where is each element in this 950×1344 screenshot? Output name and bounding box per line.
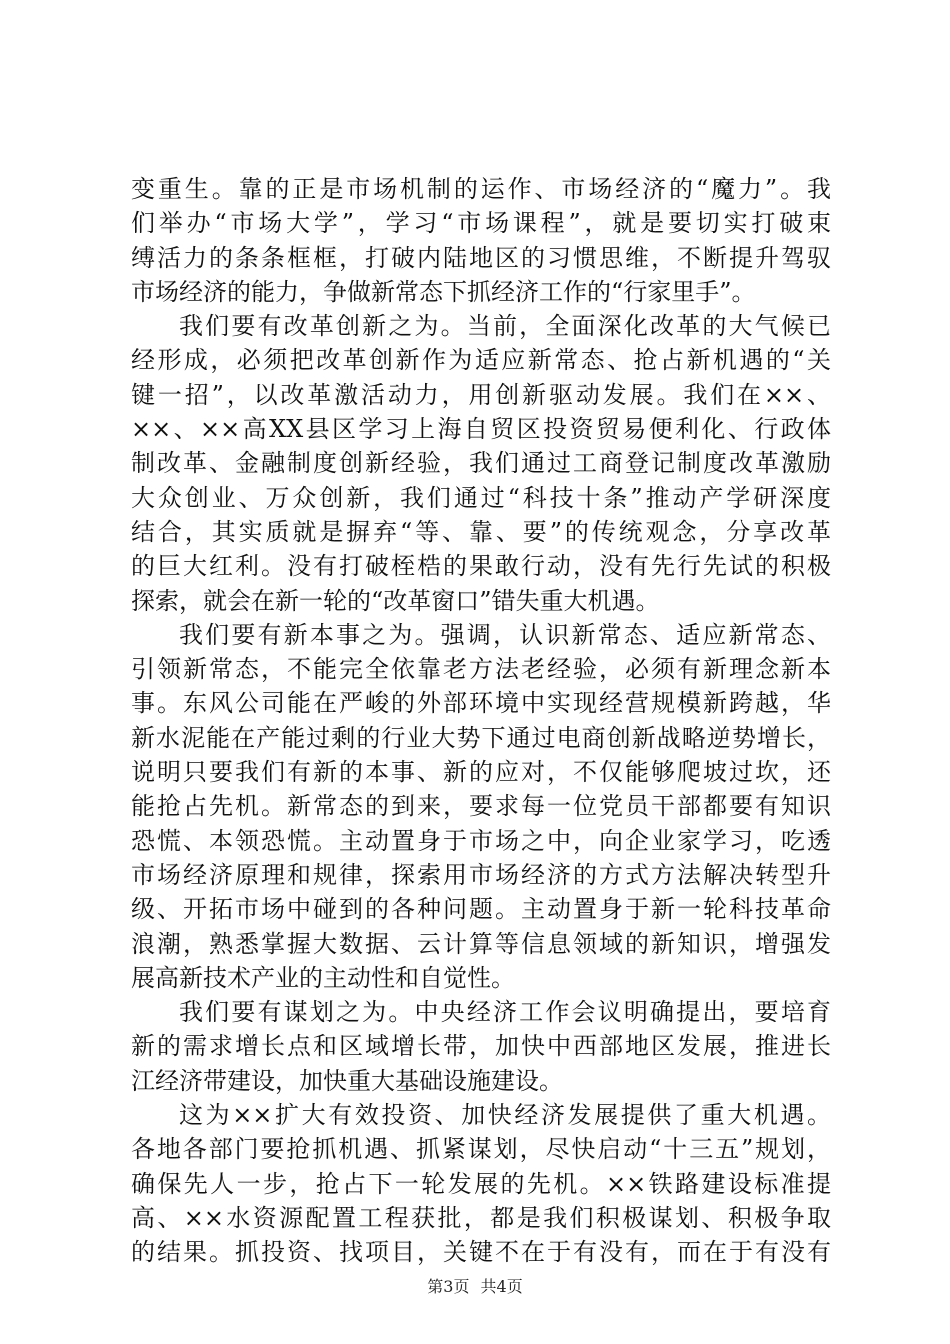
page-total: 共4页 <box>480 1277 523 1296</box>
paragraph <box>131 618 831 995</box>
text-line: 江经济带建设，加快重大基础设施建设。 <box>131 1066 563 1095</box>
text-line: 引领新常态，不能完全依靠老方法老经验，必须有新理念新本 <box>131 655 831 684</box>
paragraph <box>131 309 831 618</box>
text-line: 大众创业、万众创新，我们通过“科技十条”推动产学研深度 <box>131 483 831 512</box>
text-line: 制改革、金融制度创新经验，我们通过工商登记制度改革激励 <box>131 449 831 478</box>
text-line: 缚活力的条条框框，打破内陆地区的习惯思维，不断提升驾驭 <box>131 243 831 272</box>
text-line: 市场经济的能力，争做新常态下抓经济工作的“行家里手”。 <box>131 277 756 306</box>
text-line: 恐慌、本领恐慌。主动置身于市场之中，向企业家学习，吃透 <box>131 826 831 855</box>
text-line: 探索，就会在新一轮的“改革窗口”错失重大机遇。 <box>131 586 660 615</box>
text-line: 的结果。抓投资、找项目，关键不在于有没有，而在于有没有 <box>131 1238 831 1267</box>
paragraph <box>131 1098 831 1269</box>
text-line: 能抢占先机。新常态的到来，要求每一位党员干部都要有知识 <box>131 792 831 821</box>
text-line: 键一招”，以改革激活动力，用创新驱动发展。我们在××、 <box>131 380 831 409</box>
page-number: 第3页 <box>427 1277 470 1296</box>
text-line: 经形成，必须把改革创新作为适应新常态、抢占新机遇的“关 <box>131 346 831 375</box>
text-line: 各地各部门要抢抓机遇、抓紧谋划，尽快启动“十三五”规划， <box>131 1135 831 1164</box>
text-line: 变重生。靠的正是市场机制的运作、市场经济的“魔力”。我 <box>131 175 831 203</box>
text-line: 市场经济原理和规律，探索用市场经济的方式方法解决转型升 <box>131 860 831 889</box>
text-line: 新水泥能在产能过剩的行业大势下通过电商创新战略逆势增长， <box>131 723 831 752</box>
text-line: 事。东风公司能在严峻的外部环境中实现经营规模新跨越，华 <box>131 689 831 718</box>
text-line: 这为××扩大有效投资、加快经济发展提供了重大机遇。 <box>179 1101 831 1130</box>
text-line: 的巨大红利。没有打破桎梏的果敢行动，没有先行先试的积极 <box>131 552 831 581</box>
text-line: 展高新技术产业的主动性和自觉性。 <box>131 963 515 992</box>
paragraph <box>131 995 831 1098</box>
text-line: 级、开拓市场中碰到的各种问题。主动置身于新一轮科技革命 <box>131 895 831 924</box>
text-line: 高、××水资源配置工程获批，都是我们积极谋划、积极争取 <box>131 1203 831 1232</box>
text-line: 我们要有改革创新之为。当前，全面深化改革的大气候已 <box>179 312 831 341</box>
paragraph <box>131 172 831 309</box>
text-line: 我们要有谋划之为。中央经济工作会议明确提出，要培育 <box>179 998 831 1027</box>
text-line: 确保先人一步，抢占下一轮发展的先机。××铁路建设标准提 <box>131 1169 831 1198</box>
text-line: 浪潮，熟悉掌握大数据、云计算等信息领域的新知识，增强发 <box>131 929 831 958</box>
text-line: 我们要有新本事之为。强调，认识新常态、适应新常态、 <box>179 620 831 649</box>
text-line: 结合，其实质就是摒弃“等、靠、要”的传统观念，分享改革 <box>131 517 831 546</box>
text-line: 们举办“市场大学”，学习“市场课程”，就是要切实打破束 <box>131 209 831 238</box>
page-footer <box>0 1274 950 1297</box>
text-line: ××、××高XX县区学习上海自贸区投资贸易便利化、行政体 <box>131 415 831 444</box>
text-line: 说明只要我们有新的本事、新的应对，不仅能够爬坡过坎，还 <box>131 758 831 787</box>
text-line: 新的需求增长点和区域增长带，加快中西部地区发展，推进长 <box>131 1032 831 1061</box>
document-body <box>131 172 831 1270</box>
